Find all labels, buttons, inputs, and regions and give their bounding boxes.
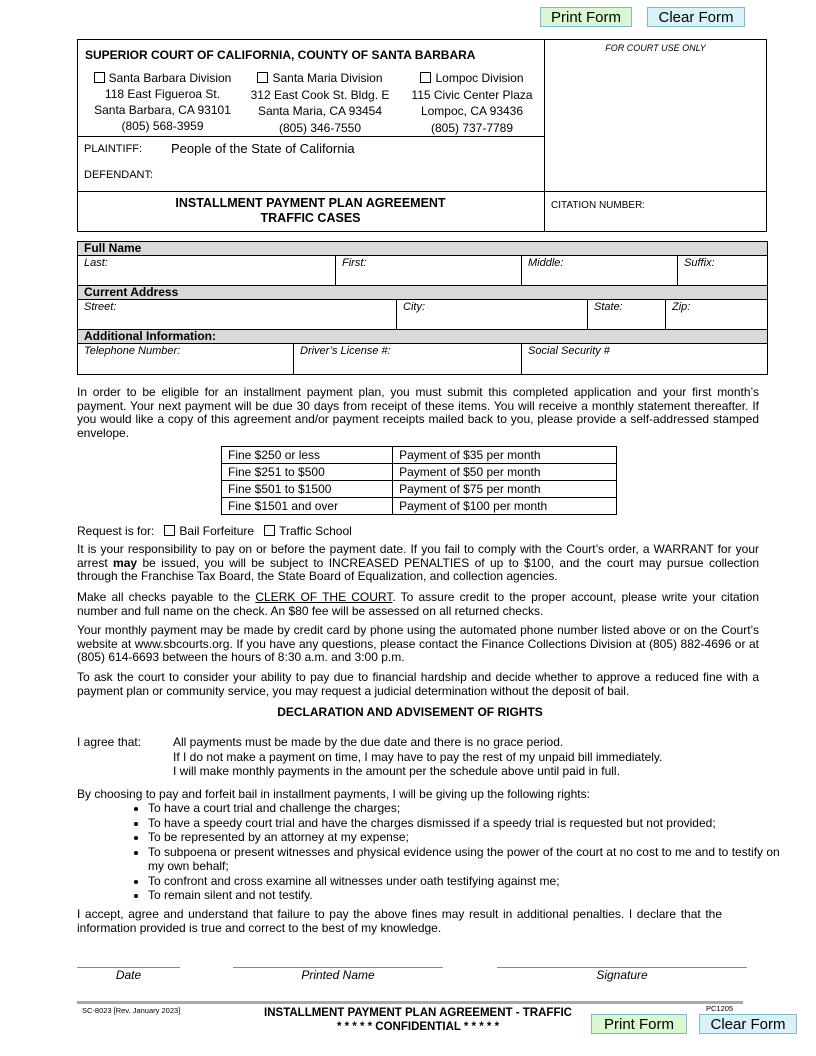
drivers-license-input[interactable] bbox=[296, 358, 518, 372]
agree-list: All payments must be made by the due date and there is no grace period. If I do not make a payment on time, I may have to pay the rest of my unpaid bill immediately. I will make monthly payments in the amount per the schedule above until paid in full. bbox=[173, 735, 663, 778]
traffic-school-checkbox[interactable] bbox=[264, 525, 275, 536]
plaintiff-label: PLAINTIFF: bbox=[84, 143, 143, 155]
telephone-input[interactable] bbox=[80, 358, 290, 372]
last-name-input[interactable] bbox=[80, 270, 332, 284]
defendant-field[interactable] bbox=[160, 166, 540, 182]
request-row: Request is for: Bail Forfeiture Traffic School bbox=[77, 524, 352, 538]
list-item: • To subpoena or present witnesses and physical evidence using the power of the court at no cost to me and to testify on my own behalf; bbox=[148, 845, 788, 874]
hardship-paragraph: To ask the court to consider your ability to pay due to financial hardship and decide whether to approve a reduced fine with a payment plan or community service, you may request a judicial determination without the deposit of bail. bbox=[77, 670, 759, 698]
credit-card-paragraph: Your monthly payment may be made by credit card by phone using the automated phone number listed above or on the Court’s website at www.sbcourts.org. If you have any questions, please contact the Finance Collections Division at (805) 882-4696 or at (805) 614-6693 between the hours of 8:30 a.m. and 3:00 p.m. bbox=[77, 623, 759, 664]
rights-list bbox=[120, 801, 788, 903]
first-name-input[interactable] bbox=[338, 270, 518, 284]
printed-name-input[interactable] bbox=[233, 950, 443, 966]
footer-title: INSTALLMENT PAYMENT PLAN AGREEMENT - TRAFFIC * * * * * CONFIDENTIAL * * * * * bbox=[264, 1007, 572, 1033]
declaration-title: DECLARATION AND ADVISEMENT OF RIGHTS bbox=[277, 705, 543, 719]
bail-forfeiture-checkbox[interactable] bbox=[164, 525, 175, 536]
suffix-label: Suffix: bbox=[684, 257, 715, 269]
city-label: City: bbox=[403, 301, 425, 313]
list-item: • To have a speedy court trial and have the charges dismissed if a speedy trial is requested but not provided; bbox=[148, 816, 788, 831]
fee-schedule-table bbox=[221, 446, 617, 515]
form-title: INSTALLMENT PAYMENT PLAN AGREEMENT TRAFFIC CASES bbox=[175, 196, 446, 225]
checks-paragraph: Make all checks payable to the CLERK OF THE COURT. To assure credit to the proper account, please write your citation number and full name on the check. An $80 fee will be assessed on all returned checks. bbox=[77, 590, 759, 618]
table-row: Fine $250 or less Payment of $35 per month bbox=[222, 447, 617, 464]
signature-label: Signature bbox=[596, 968, 648, 982]
first-name-label: First: bbox=[342, 257, 367, 269]
division-santa-barbara: Santa Barbara Division 118 East Figueroa St. Santa Barbara, CA 93101 (805) 568-3959 bbox=[94, 71, 232, 133]
print-form-button-bottom[interactable]: Print Form bbox=[591, 1014, 687, 1034]
table-row: Fine $501 to $1500 Payment of $75 per month bbox=[222, 481, 617, 498]
accept-paragraph: I accept, agree and understand that failure to pay the above fines may result in additional penalties. I declare that the information provided is true and correct to the best of my knowledge. bbox=[77, 907, 722, 935]
middle-name-label: Middle: bbox=[528, 257, 564, 269]
division-lompoc: Lompoc Division 115 Civic Center Plaza Lompoc, CA 93436 (805) 737-7789 bbox=[411, 71, 533, 135]
current-address-header: Current Address bbox=[77, 285, 768, 300]
warning-paragraph: It is your responsibility to pay on or before the payment date. If you fail to comply with the Court’s order, a WARRANT for your arrest may be issued, you will be subject to INCREASED PENALTIES of up to $100, and the court may pursue collection through the Franchise Tax Board, the State Board of Equalization, and collection agencies. bbox=[77, 542, 759, 583]
list-item: • To be represented by an attorney at my expense; bbox=[148, 830, 788, 845]
print-form-button[interactable]: Print Form bbox=[540, 7, 632, 27]
court-use-label: FOR COURT USE ONLY bbox=[605, 43, 706, 53]
additional-info-header: Additional Information: bbox=[77, 329, 768, 344]
form-code: PC1205 bbox=[706, 1004, 734, 1013]
street-label: Street: bbox=[84, 301, 117, 313]
clear-form-button[interactable]: Clear Form bbox=[647, 7, 745, 27]
division-santa-maria: Santa Maria Division 312 East Cook St. Bldg. E Santa Maria, CA 93454 (805) 346-7550 bbox=[250, 71, 390, 135]
form-number: SC-8023 [Rev. January 2023] bbox=[82, 1006, 181, 1015]
agree-label: I agree that: bbox=[77, 735, 142, 749]
printed-name-label: Printed Name bbox=[301, 968, 375, 982]
drivers-license-label: Driver’s License #: bbox=[300, 345, 391, 357]
court-name: SUPERIOR COURT OF CALIFORNIA, COUNTY OF SANTA BARBARA bbox=[85, 48, 476, 62]
state-input[interactable] bbox=[590, 314, 662, 328]
rights-intro: By choosing to pay and forfeit bail in installment payments, I will be giving up the following rights: bbox=[77, 787, 590, 801]
last-name-label: Last: bbox=[84, 257, 108, 269]
list-item: • To have a court trial and challenge the charges; bbox=[148, 801, 788, 816]
date-input[interactable] bbox=[77, 950, 180, 966]
footer-rule bbox=[77, 1001, 743, 1004]
citation-number-label: CITATION NUMBER: bbox=[551, 200, 646, 211]
clear-form-button-bottom[interactable]: Clear Form bbox=[699, 1014, 797, 1034]
citation-number-field[interactable] bbox=[640, 196, 762, 214]
suffix-input[interactable] bbox=[680, 270, 764, 284]
table-row: Fine $1501 and over Payment of $100 per month bbox=[222, 498, 617, 515]
telephone-label: Telephone Number: bbox=[84, 345, 181, 357]
street-input[interactable] bbox=[80, 314, 393, 328]
santa-maria-checkbox[interactable] bbox=[257, 72, 268, 83]
defendant-label: DEFENDANT: bbox=[84, 169, 154, 181]
middle-name-input[interactable] bbox=[524, 270, 674, 284]
intro-paragraph: In order to be eligible for an installment payment plan, you must submit this completed application and your first month’s payment. Your next payment will be due 30 days from receipt of these items. You will receive a monthly statement thereafter. If you would like a copy of this agreement and/or payment receipts mailed back to you, please provide a self-addressed stamped envelope. bbox=[77, 385, 759, 440]
list-item: • To confront and cross examine all witnesses under oath testifying against me; bbox=[148, 874, 788, 889]
ssn-label: Social Security # bbox=[528, 345, 610, 357]
state-label: State: bbox=[594, 301, 623, 313]
zip-label: Zip: bbox=[672, 301, 691, 313]
santa-barbara-checkbox[interactable] bbox=[94, 72, 105, 83]
ssn-input[interactable] bbox=[524, 358, 764, 372]
zip-input[interactable] bbox=[668, 314, 764, 328]
date-label: Date bbox=[115, 968, 142, 982]
table-row: Fine $251 to $500 Payment of $50 per month bbox=[222, 464, 617, 481]
full-name-header: Full Name bbox=[77, 241, 768, 256]
signature-input[interactable] bbox=[497, 950, 747, 966]
list-item: • To remain silent and not testify. bbox=[148, 888, 788, 903]
city-input[interactable] bbox=[399, 314, 584, 328]
plaintiff-value[interactable]: People of the State of California bbox=[171, 141, 355, 156]
lompoc-checkbox[interactable] bbox=[420, 72, 431, 83]
